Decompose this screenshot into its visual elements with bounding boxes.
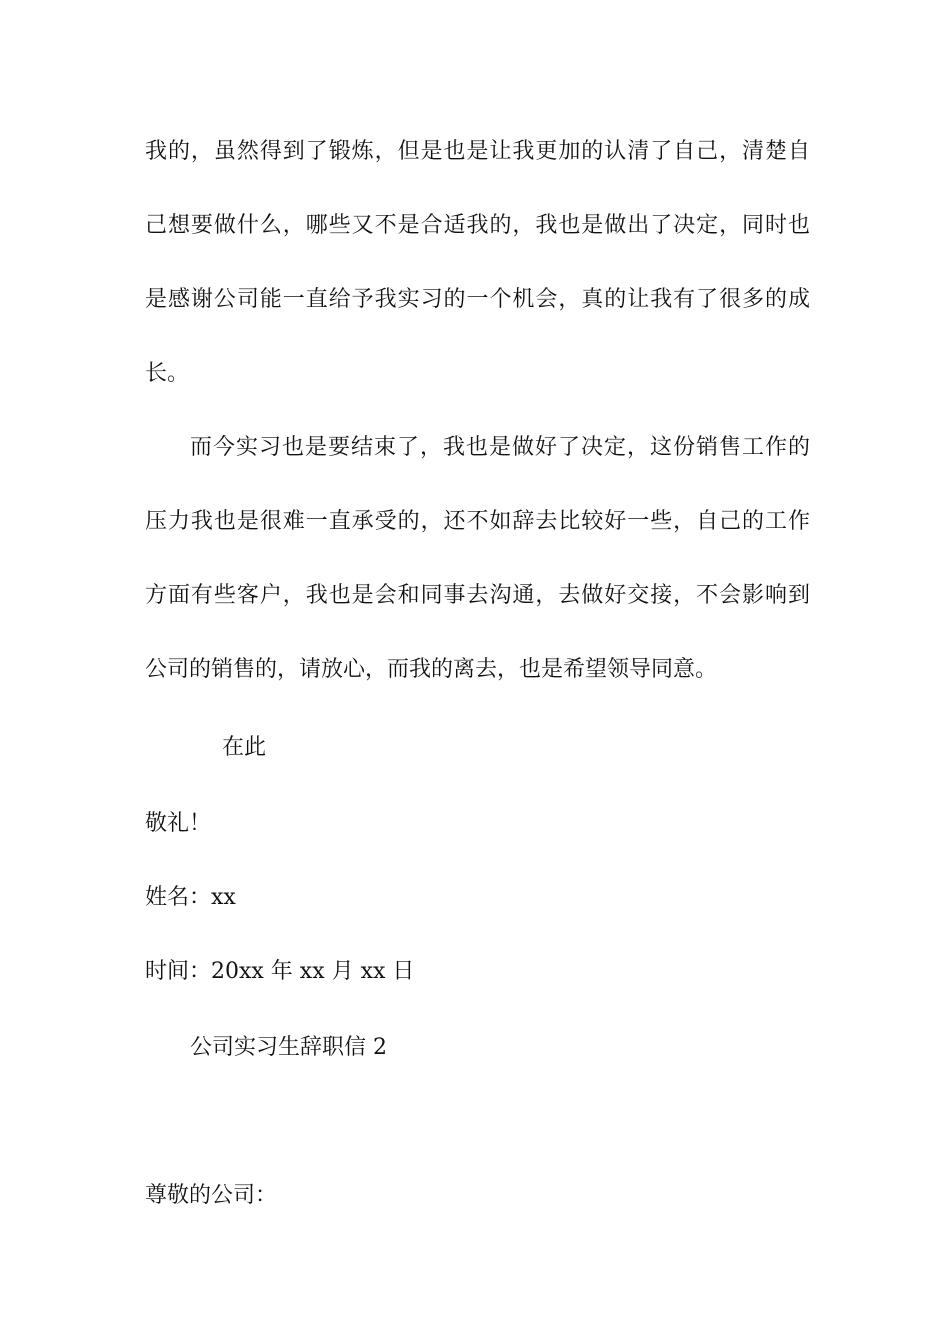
paragraph-line: 是感谢公司能一直给予我实习的一个机会，真的让我有了很多的成 bbox=[145, 287, 810, 312]
paragraph-line: 我的，虽然得到了锻炼，但是也是让我更加的认清了自己，清楚自 bbox=[145, 139, 810, 164]
paragraph-line: 己想要做什么，哪些又不是合适我的，我也是做出了决定，同时也 bbox=[145, 213, 810, 238]
paragraph-line: 而今实习也是要结束了，我也是做好了决定，这份销售工作的 bbox=[190, 435, 810, 460]
signature-date: 时间：20xx 年 xx 月 xx 日 bbox=[145, 959, 415, 984]
signature-name: 姓名：xx bbox=[145, 885, 236, 910]
closing-phrase: 在此 bbox=[222, 735, 267, 760]
paragraph-line: 压力我也是很难一直承受的，还不如辞去比较好一些，自己的工作 bbox=[145, 509, 810, 534]
salutation: 尊敬的公司： bbox=[145, 1183, 278, 1208]
letter-title: 公司实习生辞职信 2 bbox=[190, 1035, 387, 1060]
paragraph-line: 公司的销售的，请放心，而我的离去，也是希望领导同意。 bbox=[145, 657, 718, 682]
closing-salute: 敬礼！ bbox=[145, 811, 212, 836]
paragraph-line: 长。 bbox=[145, 361, 190, 386]
paragraph-line: 方面有些客户，我也是会和同事去沟通，去做好交接，不会影响到 bbox=[145, 583, 810, 608]
